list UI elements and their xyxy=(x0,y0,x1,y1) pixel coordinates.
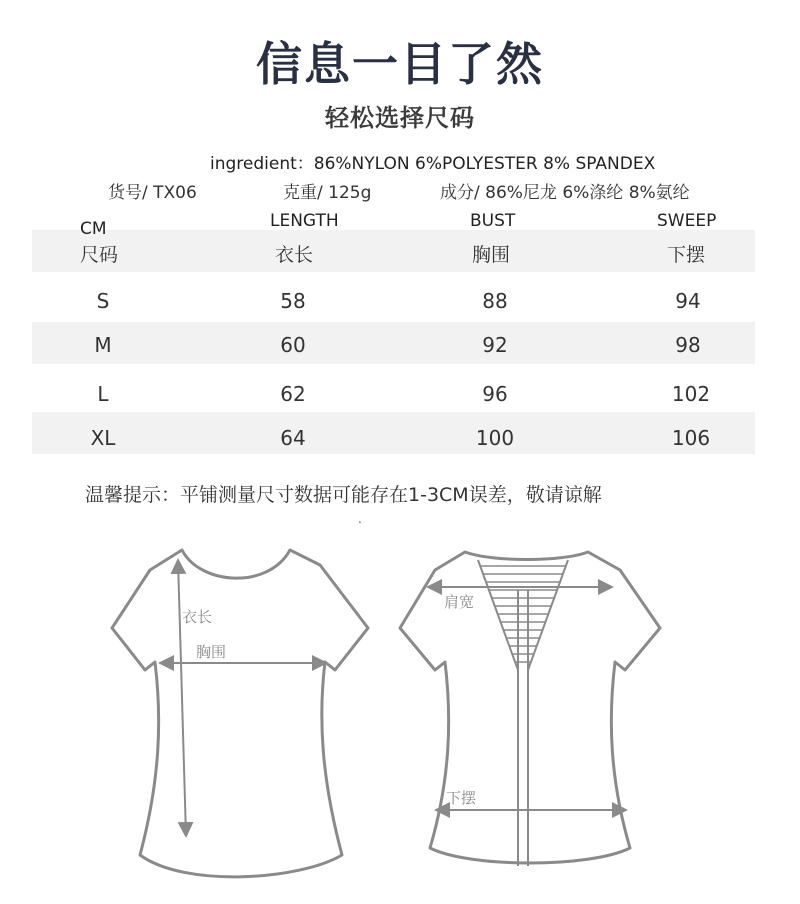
shoulder-label: 肩宽 xyxy=(444,593,475,611)
length-arrow xyxy=(178,560,186,836)
cell-sweep: 98 xyxy=(675,333,701,357)
cell-bust: 88 xyxy=(482,289,508,313)
cell-bust: 92 xyxy=(482,333,508,357)
cell-length: 60 xyxy=(280,333,306,357)
cell-size: XL xyxy=(90,426,116,450)
length-label: 衣长 xyxy=(182,608,213,626)
measurement-note: 温馨提示：平铺测量尺寸数据可能存在1-3CM误差，敬请谅解 xyxy=(85,484,602,506)
cell-size: M xyxy=(94,333,112,357)
page-title: 信息一目了然 xyxy=(256,37,544,91)
cell-sweep: 102 xyxy=(671,382,711,406)
cell-bust: 96 xyxy=(482,382,508,406)
cell-sweep: 106 xyxy=(671,426,711,450)
page-subtitle: 轻松选择尺码 xyxy=(325,104,475,132)
header-length: LENGTH xyxy=(270,211,339,231)
item-number: 货号/ TX06 xyxy=(108,183,197,203)
back-view xyxy=(400,552,660,866)
header-length-cn: 衣长 xyxy=(275,244,314,266)
sweep-label: 下摆 xyxy=(446,789,477,807)
header-size-cn: 尺码 xyxy=(80,244,119,266)
cell-sweep: 94 xyxy=(675,289,701,313)
mesh-panel xyxy=(478,560,568,670)
composition: 成分/ 86%尼龙 6%涤纶 8%氨纶 xyxy=(440,183,690,203)
front-view xyxy=(112,550,368,877)
fabric-weight: 克重/ 125g xyxy=(283,183,372,203)
cell-length: 58 xyxy=(280,289,306,313)
header-bust: BUST xyxy=(470,211,516,231)
cell-size: L xyxy=(97,382,109,406)
header-sweep-cn: 下摆 xyxy=(667,244,706,266)
cell-bust: 100 xyxy=(475,426,515,450)
cell-length: 64 xyxy=(280,426,306,450)
stray-dot: . xyxy=(358,512,362,526)
cell-size: S xyxy=(96,289,110,313)
header-bust-cn: 胸围 xyxy=(472,244,511,266)
cell-length: 62 xyxy=(280,382,306,406)
header-sweep: SWEEP xyxy=(657,211,717,231)
ingredient-line: ingredient：86%NYLON 6%POLYESTER 8% SPANDEX xyxy=(210,154,656,174)
bust-label: 胸围 xyxy=(196,643,227,661)
header-cm: CM xyxy=(80,219,107,239)
